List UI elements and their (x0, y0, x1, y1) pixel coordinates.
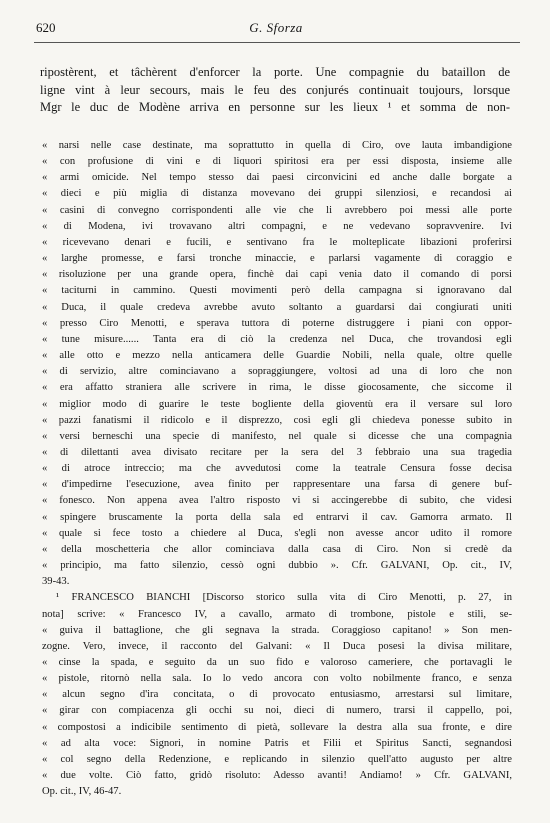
footnote-line: « alle otto e mezzo nella anticamera delle Guardie Nobili, nella quale, oltre quelle (42, 350, 512, 362)
footnotes (42, 138, 512, 800)
footnote-line: « di Modena, ivi trovavano altri compagni, e ne vedevano sopravvenire. Ivi (42, 220, 512, 232)
body-line: ligne vint à leur secours, mais le feu des conjurés continuait toujours, lorsque (40, 82, 510, 97)
footnote-line: « compostosi a indicibile sentimento di pietà, sollevare la destra alla sua fronte, e dire (42, 721, 512, 733)
footnote-line: « con profusione di vini e di liquori spiritosi era per essi disposta, insieme alle (42, 156, 512, 168)
footnote-line: nota] scrive: « Francesco IV, a cavallo, armato di trombone, pistole e stili, se- (42, 608, 512, 620)
footnote-line: « girar con compiacenza gli occhi su noi, dieci di numero, trarsi il cappello, poi, (42, 705, 512, 717)
footnote-line: « spingere bruscamente la porta della sala ed entrarvi il cav. Gamorra armato. Il (42, 511, 512, 523)
footnote-line: ¹ FRANCESCO BIANCHI [Discorso storico sulla vita di Ciro Menotti, p. 27, in (56, 592, 512, 604)
footnote-line: « col segno della Redenzione, e replicando in silenzio quell'atto augusto per altre (42, 753, 512, 765)
footnote-line: « due volte. Ciò fatto, gridò risoluto: Adesso avanti! Andiamo! » Cfr. GALVANI, (42, 770, 512, 782)
footnote-line: Op. cit., IV, 46-47. (42, 786, 122, 798)
footnote-line: « d'impedirne l'esecuzione, avea finito per rappresentare una farsa di genere buf- (42, 479, 512, 491)
footnote-line: « della moschetteria che allor cominciava dalla casa di Ciro. Non si credè da (42, 543, 512, 555)
footnote-line: « armi omicide. Nel tempo stesso dai paesi circonvicini ed anche dalle borgate a (42, 172, 512, 184)
footnote-line: « versi berneschi una specie di manifesto, nel quale si dicesse che una compagnia (42, 430, 512, 442)
footnote-line: « dieci e più miglia di distanza movevano dei gruppi silenziosi, e recandosi ai (42, 188, 512, 200)
page-number: 620 (36, 20, 56, 35)
footnote-line: « cinse la spada, e seguito da un suo fido e valoroso cameriere, che portavagli le (42, 657, 512, 668)
footnote-line: « larghe promesse, e farsi tronche minaccie, e parlarsi vagamente di coraggio e (42, 253, 512, 265)
footnote-line: « principio, ma fatto silenzio, cessò ogni dubbio ». Cfr. GALVANI, Op. cit., IV, (42, 560, 512, 572)
footnote-line: « di atroce intreccio; ma che avvedutosi come la teatrale Censura fosse decisa (42, 463, 512, 475)
footnote-line: « alcun segno d'ira concitata, o di provocato entusiasmo, arrestarsi sul limitare, (42, 689, 512, 701)
header-rule (34, 42, 520, 43)
footnote-line: « ricevevano denari e fucili, e sentivano fra le molteplicate libazioni proferirsi (42, 236, 512, 248)
footnote-line: « casini di convegno corrispondenti alle vie che li avrebbero poi messi alle porte (42, 204, 512, 216)
footnote-line: « di dilettanti avea divisato recitare per la sera del 3 febbraio una sua tragedia (42, 446, 512, 458)
footnote-line: « pazzi fanatismi il ridicolo e il disprezzo, così egli gli chiedeva ponesse subito in (42, 414, 512, 426)
footnote-line: « miglior modo di guarire le teste bogliente della gioventù era il versare sul loro (42, 398, 512, 410)
footnote-line: 39-43. (42, 576, 70, 588)
footnote-line: « di servizio, altre cominciavano a sopraggiungere, voltosi ad una di loro che non (42, 366, 512, 378)
footnote-line: « ad alta voce: Signori, in nomine Patris et Filii et Spiritus Sancti, segnandosi (42, 737, 512, 749)
body-text (40, 64, 510, 117)
footnote-line: « tune misure...... Tanta era di ciò la credenza nel Duca, che trovandosi egli (42, 333, 512, 345)
footnote-line: « Duca, il quale credeva avrebbe avuto soltanto a guardarsi dai congiurati uniti (42, 301, 512, 313)
footnote-line: « narsi nelle case destinate, ma soprattutto in quella di Ciro, ove lauta imbandigione (42, 140, 512, 151)
footnote-line: « quale si fece tosto a chiedere al Duca, s'egli non avesse ancor udito il romore (42, 527, 512, 539)
footnote-line: « risoluzione per una grande opera, finchè dai capi venia dato il comando di porsi (42, 269, 512, 281)
footnote-line: « presso Ciro Menotti, e sperava tuttora di poterne distruggere i piani con oppor- (42, 317, 512, 329)
footnote-line: « era affatto straniera alle scrivere in rima, le disse giocosamente, che siccome il (42, 382, 512, 394)
running-title: G. Sforza (249, 20, 303, 35)
footnote-line: « taciturni in cammino. Questi movimenti però della campagna si ignoravano dal (42, 285, 512, 297)
footnote-line: « pistole, ritornò nella sala. Io lo vedo ancora con volto nobilmente franco, e senza (42, 673, 512, 685)
body-line: Mgr le duc de Modène arriva en personne sur les lieux ¹ et somma de non- (40, 100, 510, 114)
page-header (36, 20, 516, 40)
footnote-line: « fonesco. Non appena avea l'altro risposto vi si accingerebbe di subito, che videsi (42, 495, 512, 507)
footnote-line: « guiva il battaglione, che gli segnava la strada. Coraggioso capitano! » Son men- (42, 624, 512, 636)
body-line: ripostèrent, et tâchèrent d'enforcer la porte. Une compagnie du bataillon de (40, 65, 510, 79)
footnote-line: zogne. Vero, invece, il racconto del Galvani: « Il Duca posesi la divisa militare, (42, 640, 512, 652)
